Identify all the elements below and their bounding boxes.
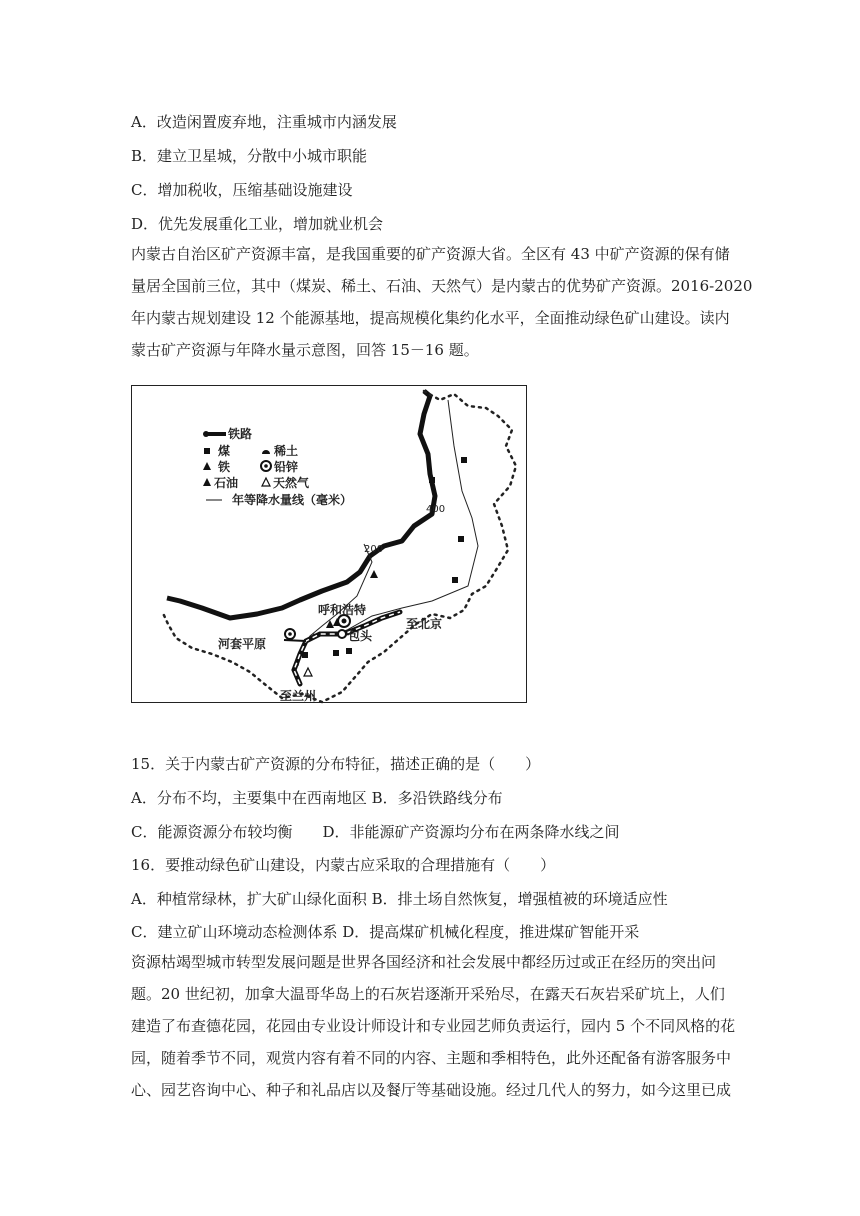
map-drawing	[132, 386, 528, 704]
oil-icon	[203, 478, 211, 486]
option-b-top: B．建立卫星城，分散中小城市职能	[131, 147, 368, 165]
passage-line: 建造了布查德花园，花园由专业设计师设计和专业园艺师负责运行，园内 5 个不同风格的花	[131, 1017, 736, 1035]
q16-options-1: A．种植常绿林，扩大矿山绿化面积 B．排土场自然恢复，增强植被的环境适应性	[131, 890, 668, 908]
q16-stem: 16．要推动绿色矿山建设，内蒙古应采取的合理措施有（ ）	[131, 856, 556, 874]
label-baotou: 包头	[348, 629, 373, 643]
q15-options-1: A．分布不均，主要集中在西南地区 B．多沿铁路线分布	[131, 789, 503, 807]
legend-gas: 天然气	[273, 476, 310, 490]
legend-rare-earth: 稀土	[274, 444, 299, 458]
isohyet-400	[312, 400, 478, 636]
gas-marker	[304, 668, 312, 676]
label-to-beijing: 至北京	[406, 617, 443, 631]
intro-line: 量居全国前三位，其中（煤炭、稀土、石油、天然气）是内蒙古的优势矿产资源。2016-2020	[131, 277, 753, 295]
legend-oil: 石油	[214, 476, 239, 490]
passage-line: 园，随着季节不同，观赏内容有着不同的内容、主题和季相特色，此外还配备有游客服务中	[131, 1049, 732, 1067]
gas-icon	[262, 478, 270, 486]
rare-earth-icon	[262, 450, 270, 454]
intro-line: 蒙古矿产资源与年降水量示意图，回答 15－16 题。	[131, 341, 479, 359]
legend-iron: 铁	[218, 460, 231, 474]
passage-paragraph	[131, 946, 736, 1106]
intro-paragraph	[131, 238, 753, 366]
railway-icon	[203, 431, 226, 437]
option-d-top: D．优先发展重化工业，增加就业机会	[131, 215, 384, 233]
railway-branch	[284, 640, 306, 641]
isohyet-label-200: 200	[364, 544, 384, 555]
option-a-top: A．改造闲置废弃地，注重城市内涵发展	[131, 113, 397, 131]
legend-coal: 煤	[218, 444, 231, 458]
label-hetao: 河套平原	[218, 637, 267, 651]
oil-marker	[370, 570, 378, 578]
q16-options-2: C．建立矿山环境动态检测体系 D．提高煤矿机械化程度，推进煤矿智能开采	[131, 923, 640, 941]
isohyet-label-400: 400	[426, 504, 446, 515]
baotou-city-icon	[338, 630, 346, 638]
legend-railway: 铁路	[228, 427, 253, 441]
q15-options-2: C．能源资源分布较均衡 D．非能源矿产资源均分布在两条降水线之间	[131, 823, 620, 841]
legend-isohyet: 年等降水量线（毫米）	[232, 493, 353, 507]
label-hohhot: 呼和浩特	[318, 603, 367, 617]
map-legend	[203, 426, 352, 507]
inner-mongolia-map	[131, 385, 527, 703]
intro-line: 年内蒙古规划建设 12 个能源基地，提高规模化集约化水平，全面推动绿色矿山建设。读内	[131, 309, 730, 327]
passage-line: 资源枯竭型城市转型发展问题是世界各国经济和社会发展中都经历过或正在经历的突出问	[131, 953, 717, 971]
label-to-lanzhou: 至兰州	[280, 689, 317, 703]
passage-line: 题。20 世纪初，加拿大温哥华岛上的石灰岩逐渐开采殆尽，在露天石灰岩采矿坑上，人们	[131, 985, 725, 1003]
option-c-top: C．增加税收，压缩基础设施建设	[131, 181, 353, 199]
coal-icon	[204, 448, 210, 454]
iron-icon	[203, 462, 211, 470]
q15-stem: 15．关于内蒙古矿产资源的分布特征，描述正确的是（ ）	[131, 755, 541, 773]
passage-line: 心、园艺咨询中心、种子和礼品店以及餐厅等基础设施。经过几代人的努力，如今这里已成	[131, 1081, 732, 1099]
legend-lead-zinc: 铅锌	[274, 460, 299, 474]
intro-line: 内蒙古自治区矿产资源丰富，是我国重要的矿产资源大省。全区有 43 中矿产资源的保有储	[131, 245, 730, 263]
